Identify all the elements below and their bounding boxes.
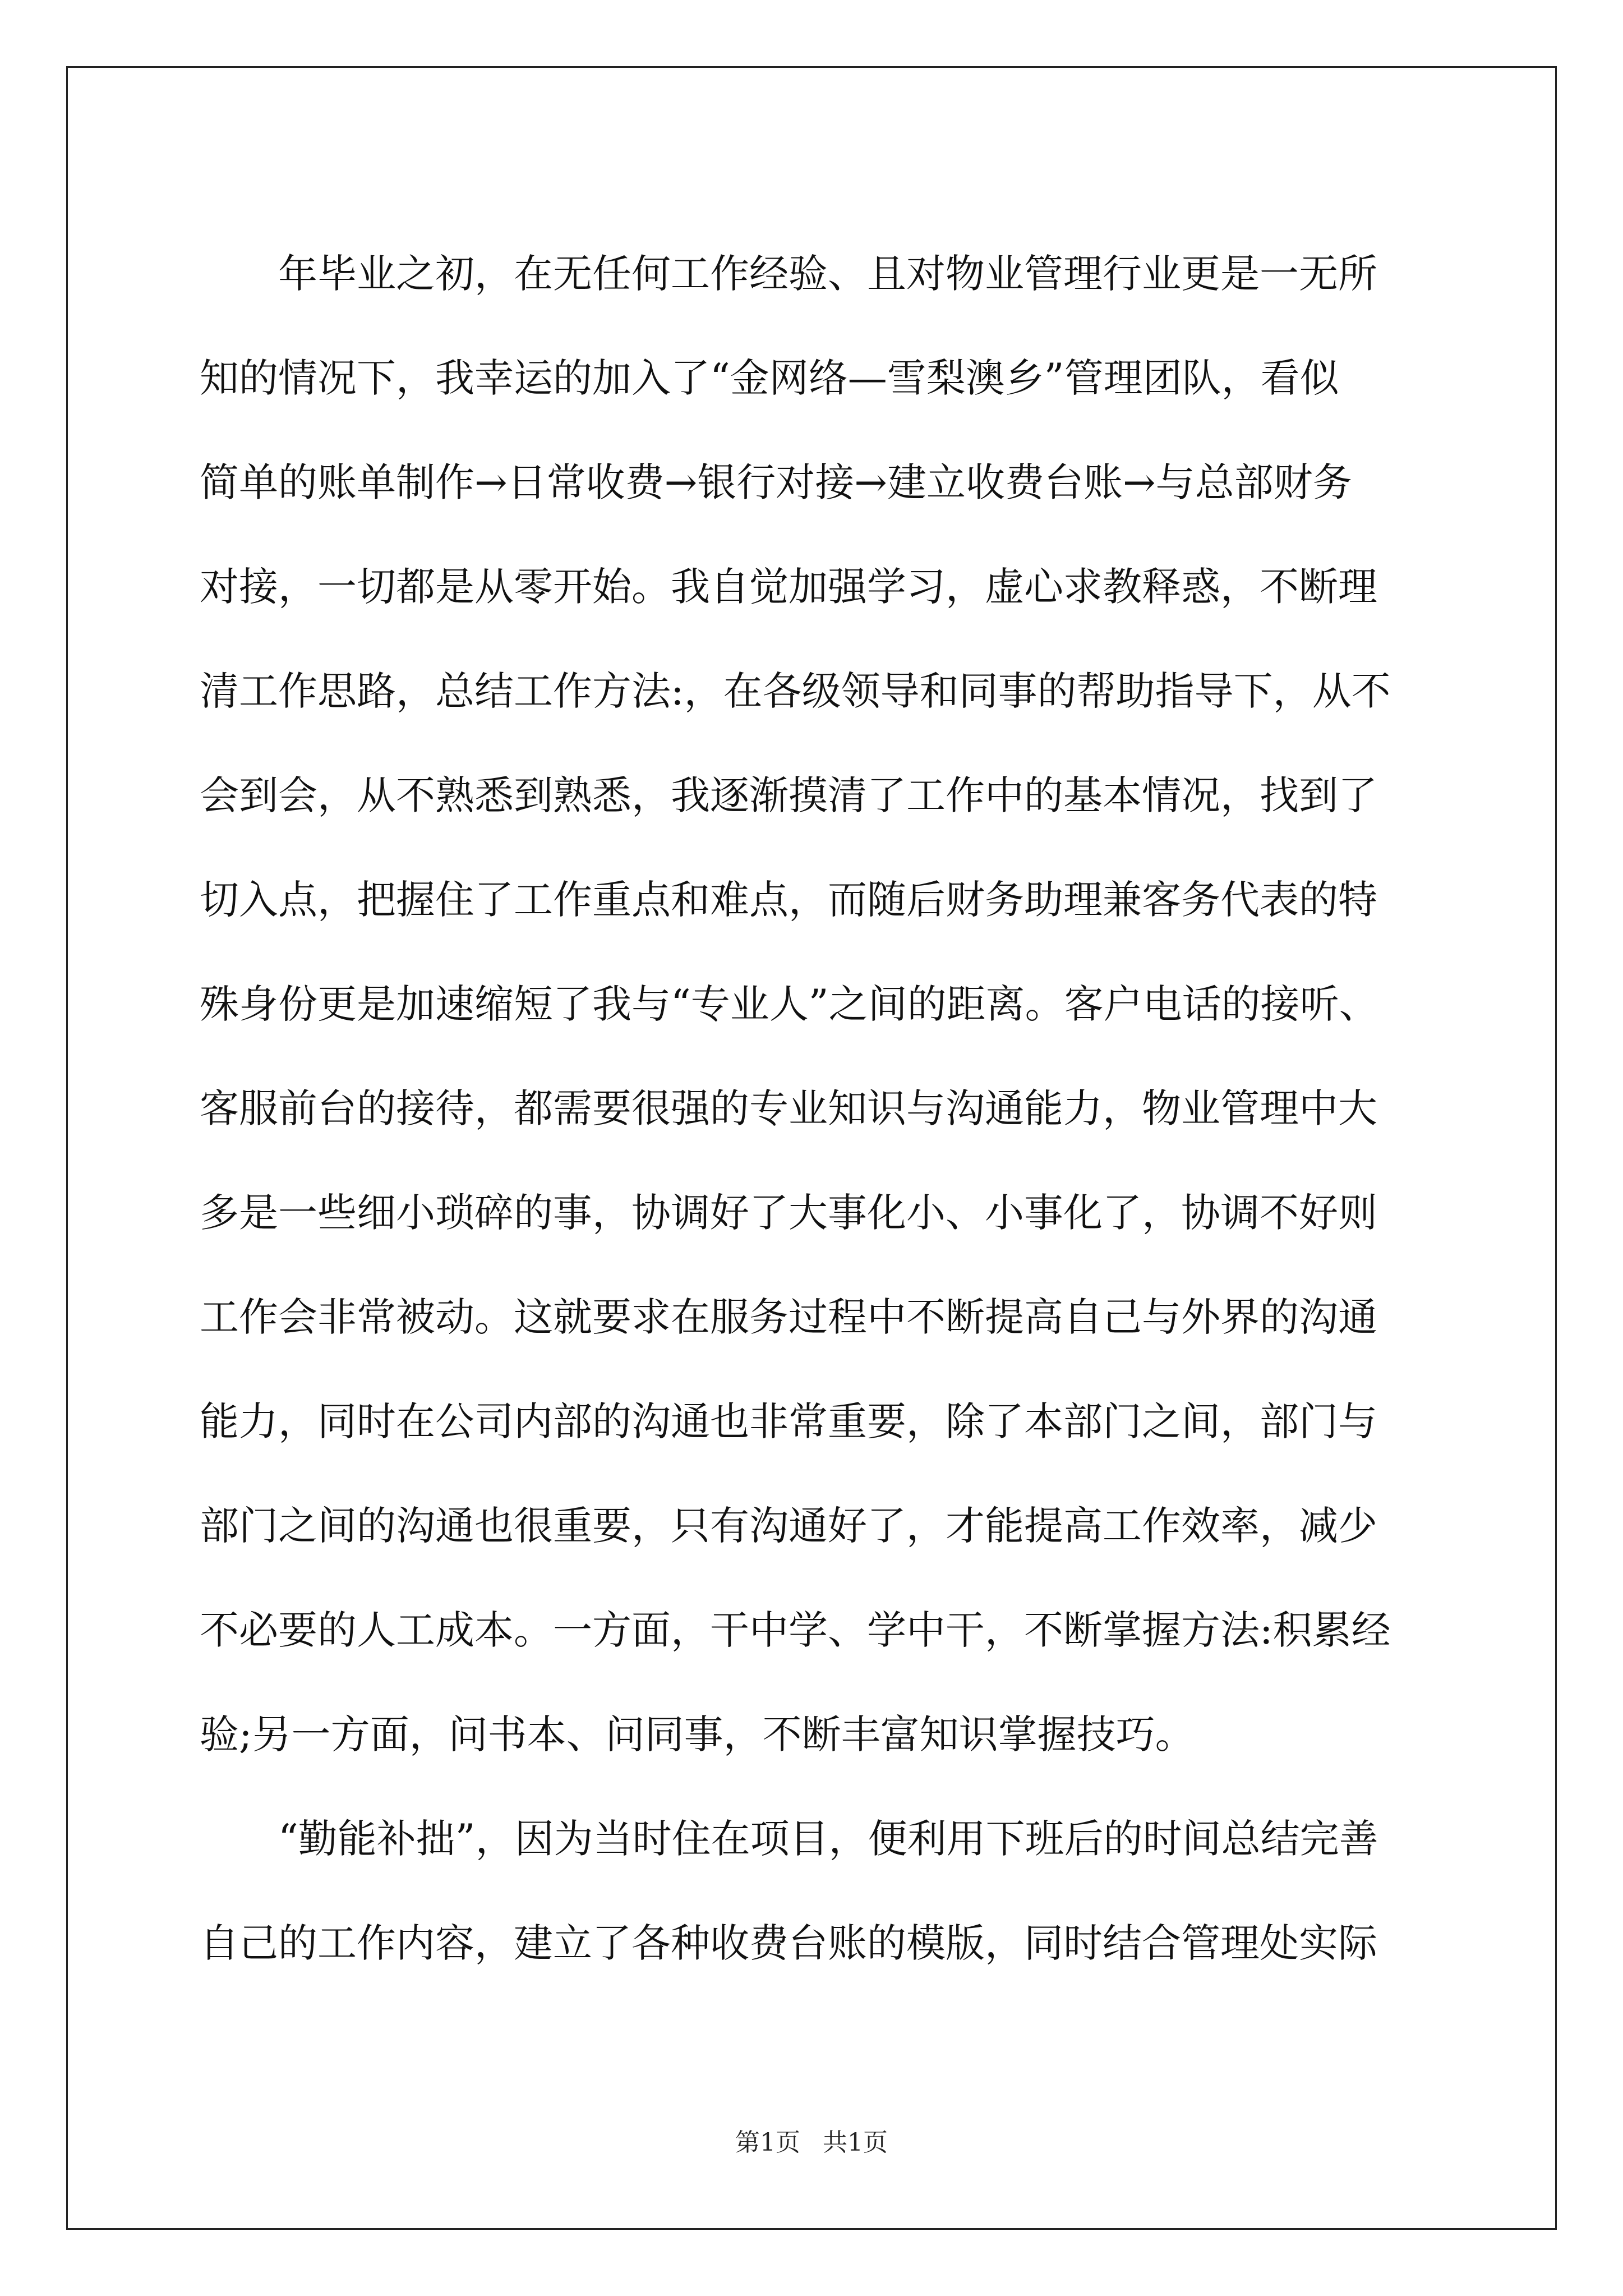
paragraph-line: 验;另一方面，问书本、问同事，不断丰富知识掌握技巧。	[200, 1711, 1195, 1757]
paragraph-line: 知的情况下，我幸运的加入了“金网络—雪梨澳乡”管理团队，看似	[200, 355, 1339, 401]
page-total: 共1页	[823, 2128, 888, 2157]
paragraph-line: 能力，同时在公司内部的沟通也非常重要，除了本部门之间，部门与	[200, 1398, 1377, 1444]
paragraph-line: 殊身份更是加速缩短了我与“专业人”之间的距离。客户电话的接听、	[200, 981, 1378, 1027]
paragraph-line: 年毕业之初，在无任何工作经验、且对物业管理行业更是一无所	[200, 251, 1377, 297]
paragraph-line: 自己的工作内容，建立了各种收费台账的模版，同时结合管理处实际	[200, 1920, 1377, 1966]
paragraph-line: 工作会非常被动。这就要求在服务过程中不断提高自己与外界的沟通	[200, 1294, 1377, 1340]
paragraph-line: 简单的账单制作→日常收费→银行对接→建立收费台账→与总部财务	[200, 459, 1352, 505]
paragraph-line: 部门之间的沟通也很重要，只有沟通好了，才能提高工作效率，减少	[200, 1503, 1377, 1549]
paragraph-line: 清工作思路，总结工作方法:，在各级领导和同事的帮助指导下，从不	[200, 668, 1391, 714]
paragraph-line: 多是一些细小琐碎的事，协调好了大事化小、小事化了，协调不好则	[200, 1190, 1377, 1236]
paragraph-line: “勤能补拙”，因为当时住在项目，便利用下班后的时间总结完善	[200, 1816, 1378, 1862]
paragraph-line: 对接，一切都是从零开始。我自觉加强学习，虚心求教释惑，不断理	[200, 564, 1377, 610]
paragraph-line: 切入点，把握住了工作重点和难点，而随后财务助理兼客务代表的特	[200, 877, 1377, 923]
paragraph-line: 不必要的人工成本。一方面，干中学、学中干，不断掌握方法:积累经	[200, 1607, 1391, 1653]
paragraph-line: 客服前台的接待，都需要很强的专业知识与沟通能力，物业管理中大	[200, 1085, 1377, 1131]
page-footer	[0, 2126, 1623, 2160]
paragraph-line: 会到会，从不熟悉到熟悉，我逐渐摸清了工作中的基本情况，找到了	[200, 772, 1377, 818]
page-number: 第1页	[735, 2128, 800, 2157]
document-body	[200, 222, 1422, 1995]
